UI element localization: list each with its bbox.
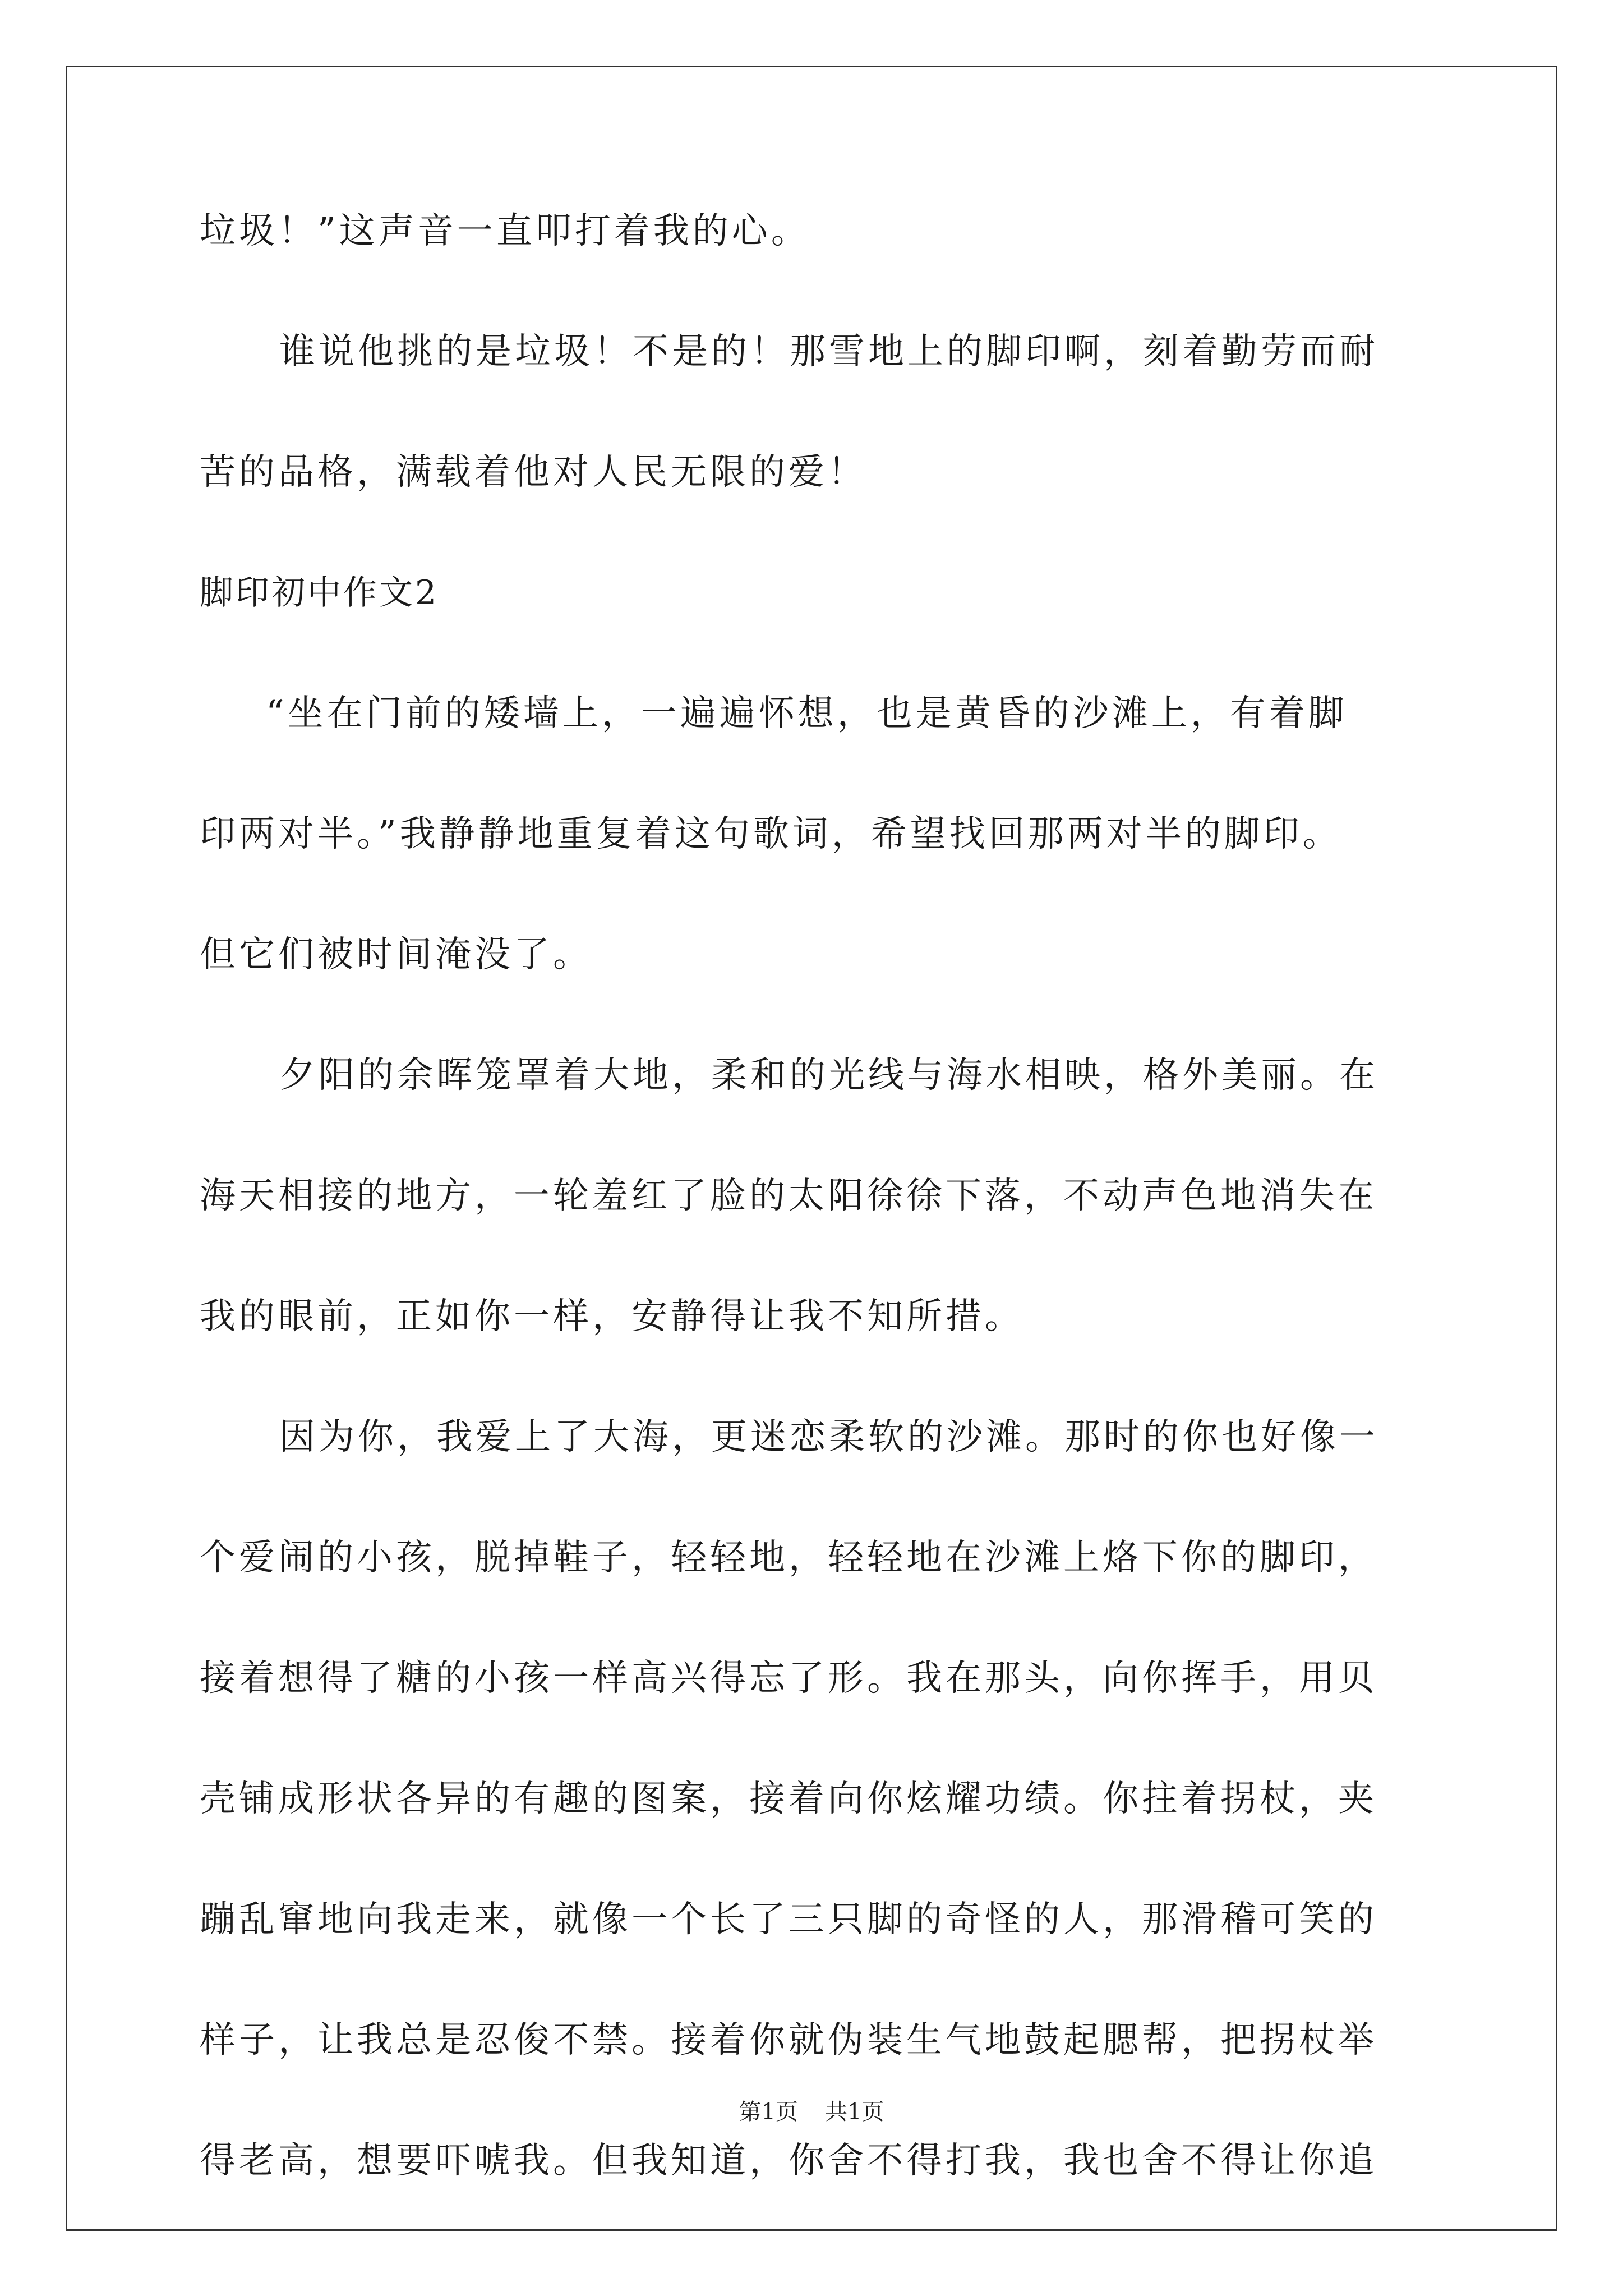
page-number: 第1页 <box>739 2099 798 2125</box>
paragraph-line: 壳铺成形状各异的有趣的图案，接着向你炫耀功绩。你拄着拐杖，夹 <box>200 1778 1377 1820</box>
document-body <box>200 210 1433 2263</box>
page-total: 共1页 <box>825 2099 884 2125</box>
paragraph-line: 垃圾！”这声音一直叩打着我的心。 <box>200 210 810 252</box>
paragraph-line: 我的眼前，正如你一样，安静得让我不知所措。 <box>200 1296 1024 1337</box>
paragraph-line: 样子，让我总是忍俊不禁。接着你就伪装生气地鼓起腮帮，把拐杖举 <box>200 2019 1377 2061</box>
paragraph-line: 因为你，我爱上了大海，更迷恋柔软的沙滩。那时的你也好像一 <box>279 1416 1378 1458</box>
paragraph-line: 得老高，想要吓唬我。但我知道，你舍不得打我，我也舍不得让你追 <box>200 2140 1377 2182</box>
paragraph-line: 谁说他挑的是垃圾！不是的！那雪地上的脚印啊，刻着勤劳而耐 <box>279 331 1378 372</box>
paragraph-line: “坐在门前的矮墙上，一遍遍怀想，也是黄昏的沙滩上，有着脚 <box>266 693 1348 734</box>
paragraph-line: 但它们被时间淹没了。 <box>200 934 592 976</box>
paragraph-line: 接着想得了糖的小孩一样高兴得忘了形。我在那头，向你挥手，用贝 <box>200 1658 1377 1699</box>
paragraph-line: 夕阳的余晖笼罩着大地，柔和的光线与海水相映，格外美丽。在 <box>279 1055 1378 1096</box>
paragraph-line: 蹦乱窜地向我走来，就像一个长了三只脚的奇怪的人，那滑稽可笑的 <box>200 1899 1377 1940</box>
paragraph-line: 海天相接的地方，一轮羞红了脸的太阳徐徐下落，不动声色地消失在 <box>200 1175 1377 1217</box>
page-footer <box>0 2101 1623 2123</box>
paragraph-line: 苦的品格，满载着他对人民无限的爱！ <box>200 452 867 493</box>
paragraph-line: 个爱闹的小孩，脱掉鞋子，轻轻地，轻轻地在沙滩上烙下你的脚印， <box>200 1537 1377 1579</box>
paragraph-line: 印两对半。”我静静地重复着这句歌词，希望找回那两对半的脚印。 <box>200 813 1342 855</box>
essay-heading: 脚印初中作文2 <box>200 573 439 613</box>
